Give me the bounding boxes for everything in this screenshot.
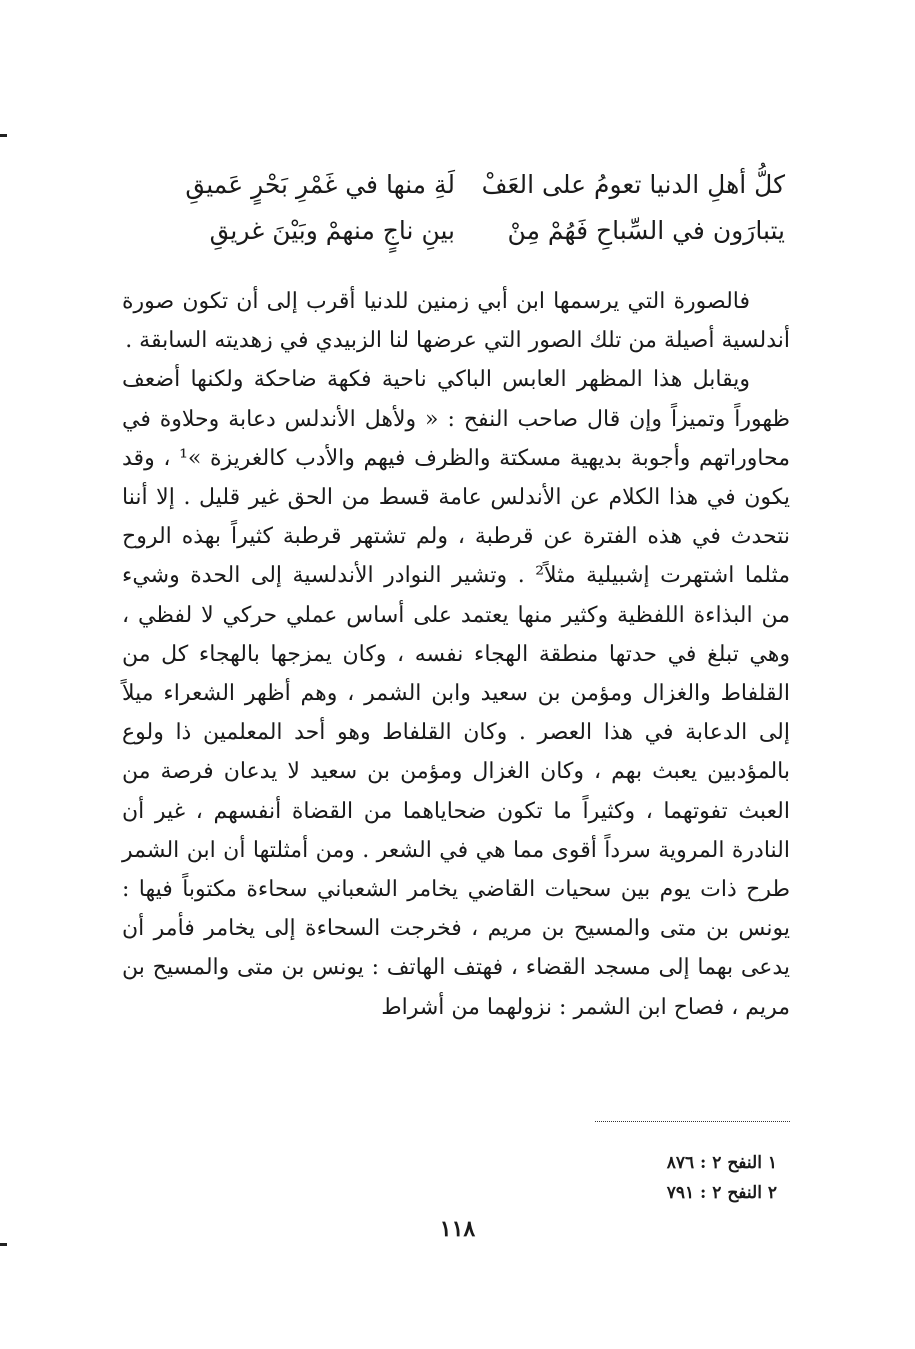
- footnote-1: ١ النفح ٢ : ٨٧٦: [666, 1153, 777, 1173]
- body-text: [122, 282, 790, 1027]
- page-number: ١١٨: [439, 1216, 476, 1242]
- footnotes: [667, 1148, 777, 1208]
- verse-line-1: [0, 162, 915, 208]
- verse-line-2: [0, 208, 915, 254]
- verse-2-second-hemistich: بينِ ناجٍ منهمْ وبَيْنَ غريقِ: [209, 216, 455, 245]
- verse-1-second-hemistich: لَةِ منها في غَمْرِ بَحْرٍ عَميقِ: [185, 170, 455, 199]
- edge-mark-bottom: [0, 1243, 7, 1246]
- paragraph-1: فالصورة التي يرسمها ابن أبي زمنين للدنيا أقرب إلى أن تكون صورة أندلسية أصيلة من تلك الصور التي عرضها لنا الزبيدي في زهديته السابقة .: [122, 289, 790, 354]
- verse-1-first-hemistich: كلُّ أهلِ الدنيا تعومُ على العَفْ: [481, 170, 785, 199]
- footnote-separator: [595, 1121, 790, 1122]
- footnote-2: ٢ النفح ٢ : ٧٩١: [666, 1183, 777, 1203]
- edge-mark-top: [0, 134, 7, 137]
- verse-2-first-hemistich: يتبارَون في السِّباحِ فَهُمْ مِنْ: [507, 216, 785, 245]
- paragraph-2: ويقابل هذا المظهر العابس الباكي ناحية فكهة ضاحكة ولكنها أضعف ظهوراً وتميزاً وإن قال صاحب النفح : « ولأهل الأندلس دعابة وحلاوة في محاوراتهم وأجوبة بديهية مسكتة والظرف فيهم والأدب كالغريزة »¹ ، وقد يكون في هذا الكلام عن الأندلس عامة قسط من الحق غير قليل . إلا أننا نتحدث في هذه الفترة عن قرطبة ، ولم تشتهر قرطبة كثيراً بهذه الروح مثلما اشتهرت إشبيلية مثلاً² . وتشير النوادر الأندلسية إلى الحدة وشيء من البذاءة اللفظية وكثير منها يعتمد على أساس عملي حركي لا لفظي ، وهي تبلغ في حدتها منطقة الهجاء نفسه ، وكان يمزجها بالهجاء كل من القلفاط والغزال ومؤمن بن سعيد وابن الشمر ، وهم أظهر الشعراء ميلاً إلى الدعابة في هذا العصر . وكان القلفاط وهو أحد المعلمين ذا ولوع بالمؤدبين يعبث بهم ، وكان الغزال ومؤمن بن سعيد لا يدعان فرصة من العبث تفوتهما ، وكثيراً ما تكون ضحاياهما من القضاة أنفسهم ، غير أن النادرة المروية سرداً أقوى مما هي في الشعر . ومن أمثلتها أن ابن الشمر طرح ذات يوم بين سحيات القاضي يخامر الشعباني سحاءة مكتوباً فيها : يونس بن متى والمسيح بن مريم ، فخرجت السحاءة إلى يخامر فأمر أن يدعى بهما إلى مسجد القضاء ، فهتف الهاتف : يونس بن متى والمسيح بن مريم ، فصاح ابن الشمر : نزولهما من أشراط: [122, 367, 791, 1020]
